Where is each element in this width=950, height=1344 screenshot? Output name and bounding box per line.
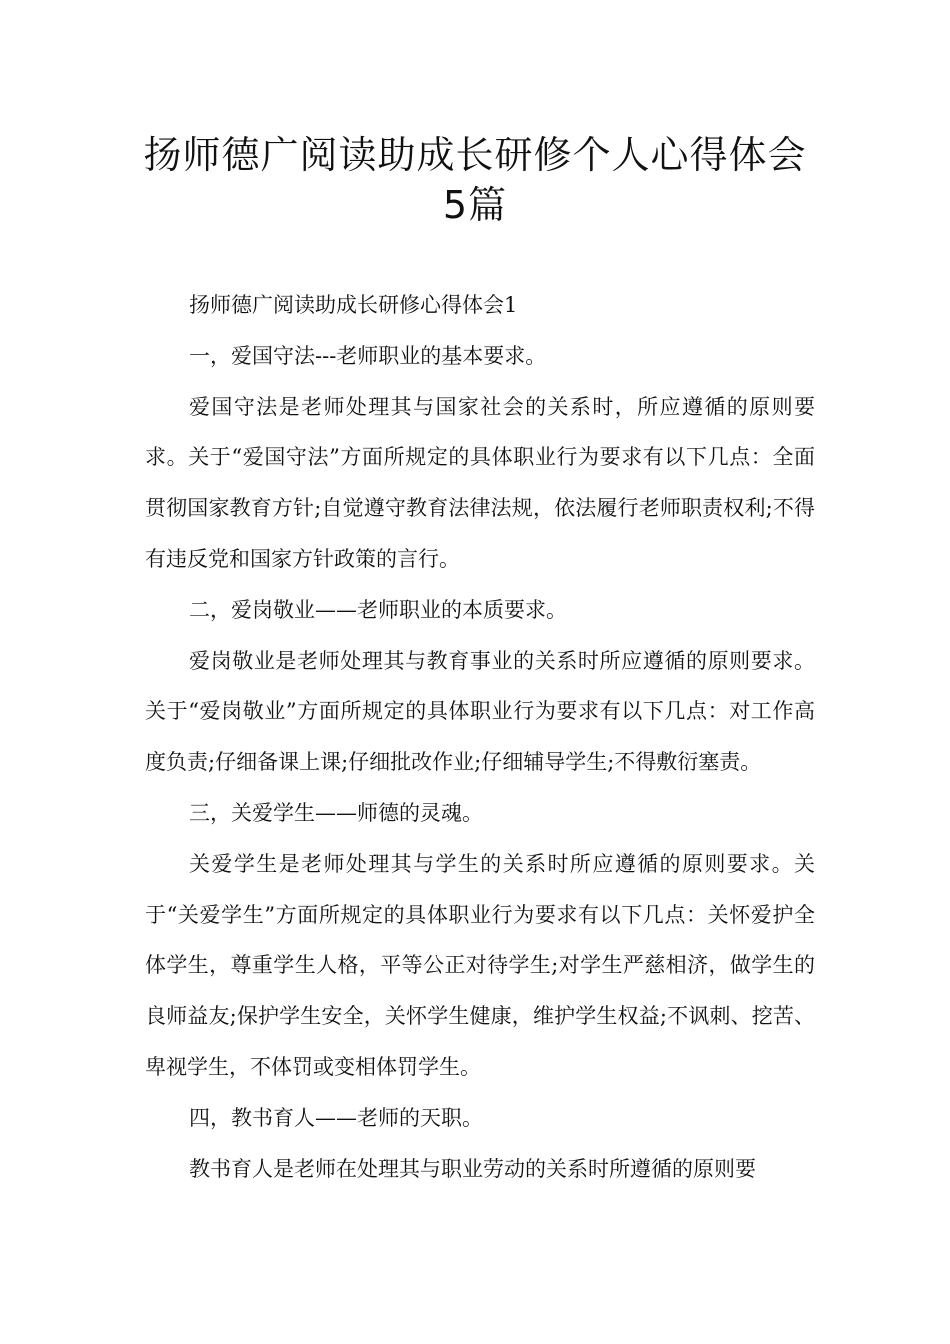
heading-2: 二，爱岗敬业——老师职业的本质要求。 (189, 597, 567, 622)
document-title-line-2: 5篇 (442, 183, 508, 227)
heading-4: 四，教书育人——老师的天职。 (189, 1105, 483, 1130)
paragraph-3: 关爱学生是老师处理其与学生的关系时所应遵循的原则要求。关于“关爱学生”方面所规定的具体职业行为要求有以下几点：关怀爱护全体学生，尊重学生人格，平等公正对待学生;对学生严慈相济，做学生的良师益友;保护学生安全，关怀学生健康，维护学生权益;不讽刺、挖苦、卑视学生，不体罚或变相体罚学生。 (145, 851, 815, 1079)
heading-3: 三，关爱学生——师德的灵魂。 (189, 800, 483, 825)
section-title: 扬师德广阅读助成长研修心得体会1 (189, 293, 518, 317)
document-body (145, 280, 815, 1194)
heading-1: 一，爱国守法---老师职业的基本要求。 (189, 343, 547, 368)
paragraph-1: 爱国守法是老师处理其与国家社会的关系时，所应遵循的原则要求。关于“爱国守法”方面所规定的具体职业行为要求有以下几点：全面贯彻国家教育方针;自觉遵守教育法律法规，依法履行老师职责权利;不得有违反党和国家方针政策的言行。 (145, 394, 815, 571)
document-title-line-1: 扬师德广阅读助成长研修个人心得体会 (143, 133, 807, 177)
paragraph-2: 爱岗敬业是老师处理其与教育事业的关系时所应遵循的原则要求。关于“爱岗敬业”方面所规定的具体职业行为要求有以下几点：对工作高度负责;仔细备课上课;仔细批改作业;仔细辅导学生;不得敷衍塞责。 (145, 648, 815, 775)
paragraph-4: 教书育人是老师在处理其与职业劳动的关系时所遵循的原则要 (189, 1156, 756, 1181)
